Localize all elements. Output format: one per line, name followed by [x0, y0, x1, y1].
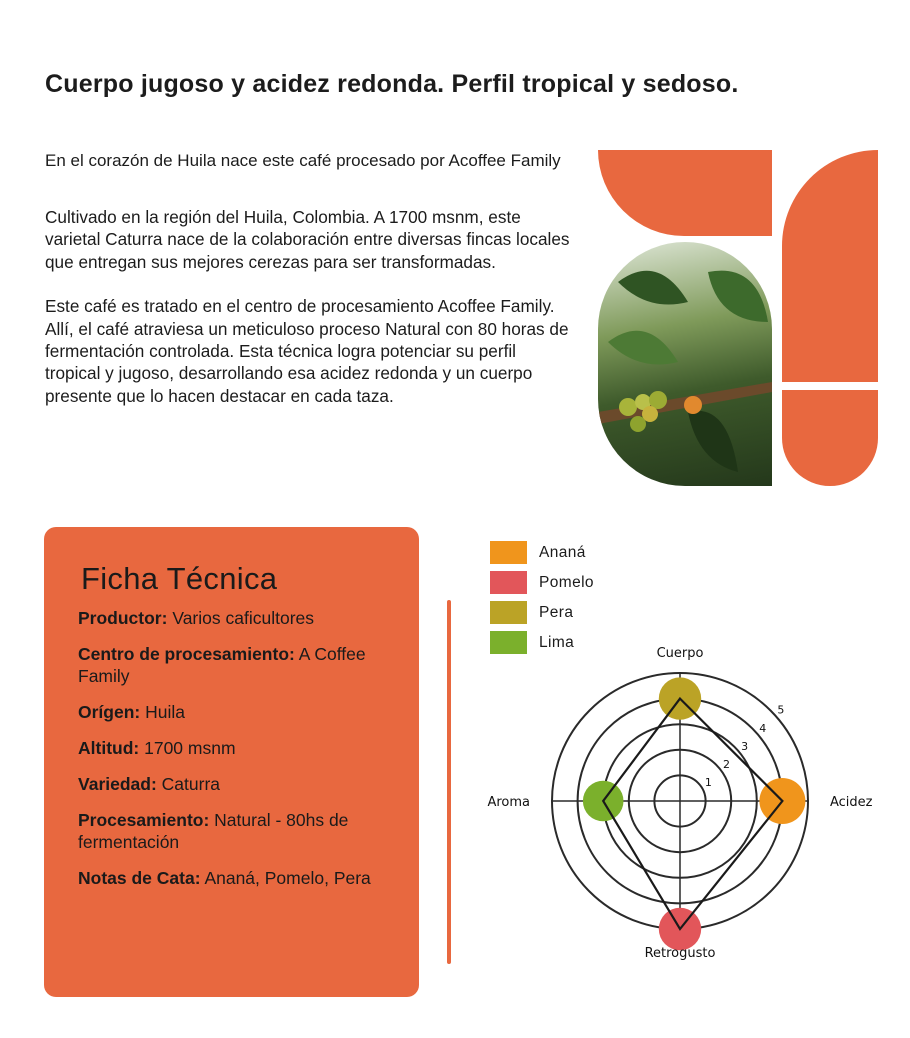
ficha-label: Notas de Cata: [78, 868, 201, 888]
ficha-rows [78, 607, 398, 903]
decorative-leaf-bottom-right [782, 390, 878, 486]
intro-paragraph-2: Este café es tratado en el centro de procesamiento Acoffee Family. Allí, el café atraviesa un meticuloso proceso Natural con 80 horas de fermentación controlada. Esta técnica logra potenciar su perfil tropical y jugoso, desarrollando esa acidez redonda y un cuerpo presente que lo hacen destacar en cada taza. [45, 296, 569, 406]
legend-label: Ananá [539, 543, 586, 561]
ficha-value: A Coffee Family [78, 644, 366, 686]
headline: Cuerpo jugoso y acidez redonda. Perfil tropical y sedoso. [45, 70, 739, 98]
ficha-label: Productor: [78, 608, 168, 628]
legend-item-anana [490, 541, 594, 564]
ficha-title: Ficha Técnica [81, 561, 278, 596]
intro-title: En el corazón de Huila nace este café procesado por Acoffee Family [45, 151, 561, 170]
ficha-value: Caturra [161, 774, 221, 794]
radar-scale-label: 1 [704, 776, 712, 790]
legend-item-pera [490, 601, 594, 624]
intro-paragraph-1: Cultivado en la región del Huila, Colombia. A 1700 msnm, este varietal Caturra nace de la colaboración entre diversas fincas locales que entregan sus mejores cerezas para ser transformadas. [45, 207, 570, 272]
coffee-plant-photo [598, 242, 772, 486]
radar-scale-label: 4 [759, 721, 767, 735]
ficha-label: Altitud: [78, 738, 140, 758]
ficha-tecnica-card [44, 527, 419, 997]
ficha-row-altitud [78, 737, 398, 759]
ficha-label: Procesamiento: [78, 810, 210, 830]
intro-body [45, 206, 570, 429]
ficha-label: Centro de procesamiento: [78, 644, 295, 664]
radar-axis-label-retrogusto: Retrogusto [644, 946, 716, 961]
legend-label: Pera [539, 603, 574, 621]
ficha-label: Variedad: [78, 774, 157, 794]
decorative-leaf-top-left [598, 150, 772, 236]
ficha-value: 1700 msnm [144, 738, 236, 758]
legend-swatch [490, 601, 527, 624]
radar-axis-label-aroma: Aroma [487, 795, 530, 810]
ficha-row-variedad [78, 773, 398, 795]
ficha-row-productor [78, 607, 398, 629]
radar-scale-label: 2 [723, 757, 731, 771]
ficha-row-centro [78, 643, 398, 687]
legend-swatch [490, 541, 527, 564]
radar-chart [480, 640, 900, 980]
coffee-plant-illustration [598, 242, 772, 486]
legend-item-pomelo [490, 571, 594, 594]
legend-label: Lima [539, 633, 575, 651]
ficha-row-procesamiento [78, 809, 398, 853]
radar-axis-label-acidez: Acidez [830, 795, 873, 810]
radar-scale-label: 3 [741, 739, 749, 753]
ficha-row-notas [78, 867, 398, 889]
ficha-value: Huila [145, 702, 185, 722]
radar-axis-label-cuerpo: Cuerpo [656, 646, 704, 661]
ficha-value: Natural - 80hs de fermentación [78, 810, 349, 852]
radar-scale-label: 5 [777, 703, 785, 717]
ficha-value: Varios caficultores [172, 608, 315, 628]
legend-swatch [490, 571, 527, 594]
decorative-leaf-top-right [782, 150, 878, 382]
divider-line [447, 600, 451, 964]
ficha-row-origen [78, 701, 398, 723]
ficha-label: Orígen: [78, 702, 141, 722]
legend-label: Pomelo [539, 573, 594, 591]
ficha-value: Ananá, Pomelo, Pera [204, 868, 371, 888]
